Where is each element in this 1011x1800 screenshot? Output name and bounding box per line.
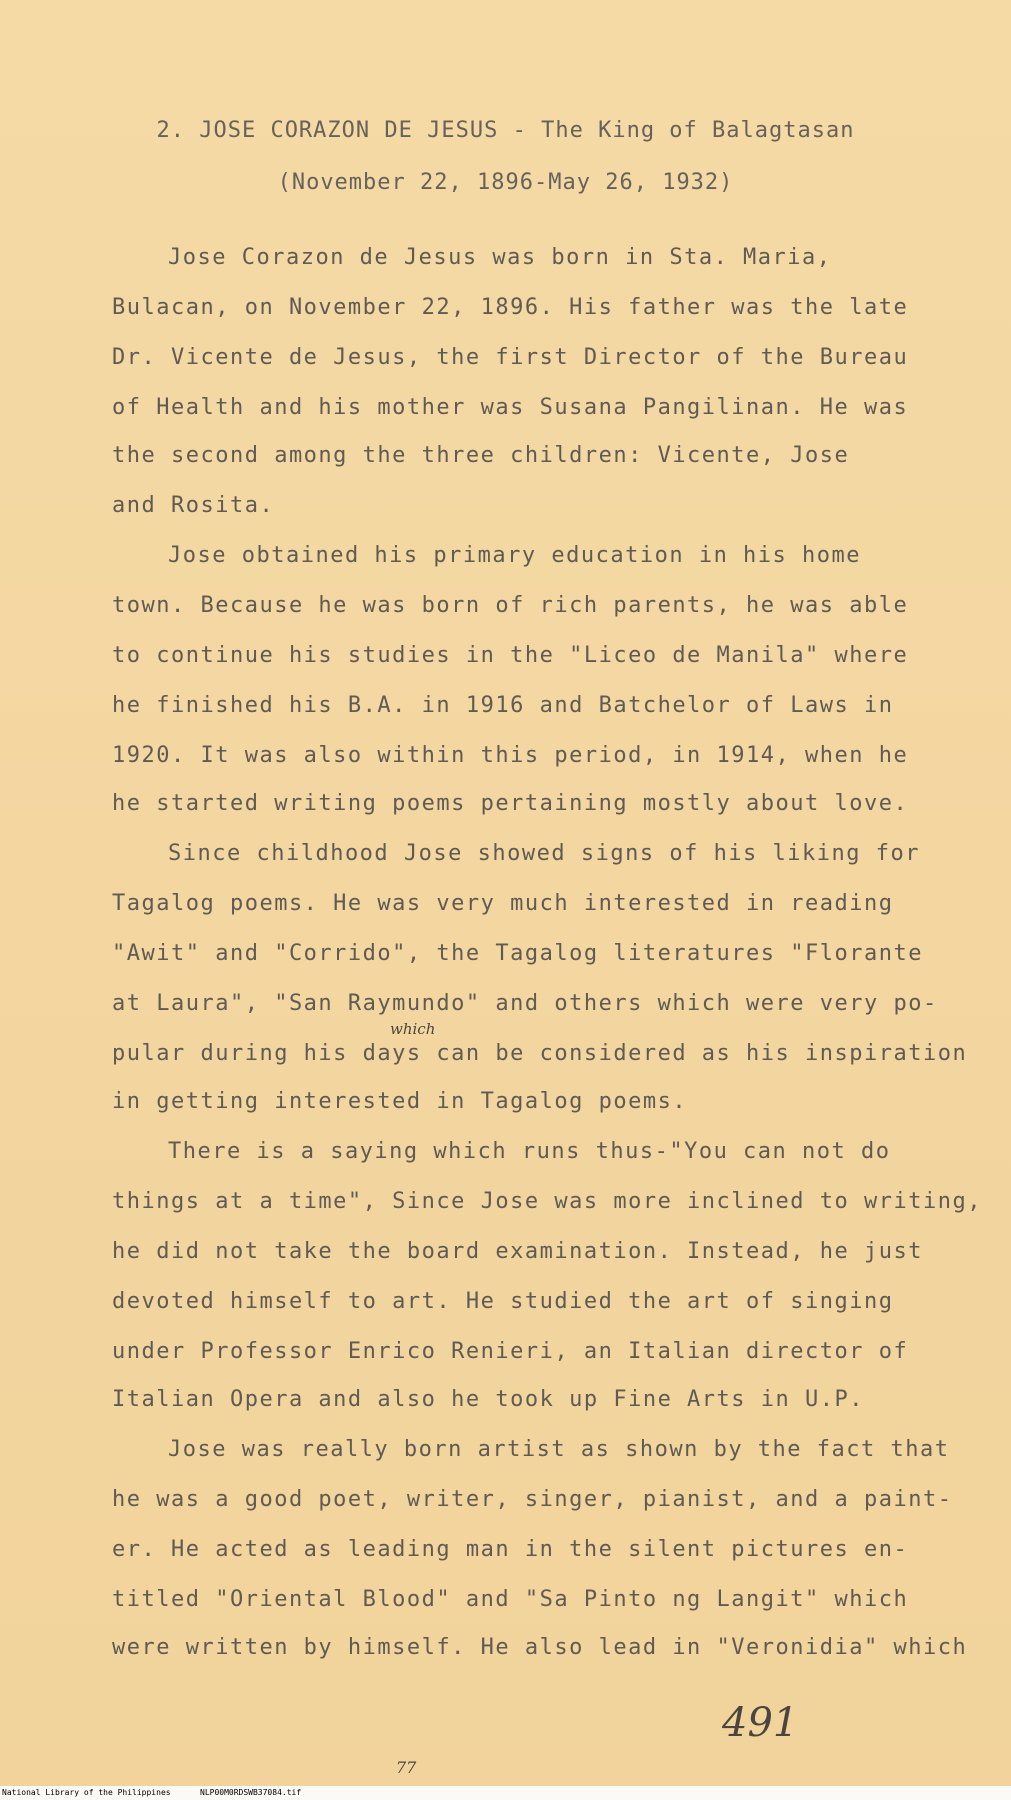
text-line: the second among the three children: Vicente, Jose xyxy=(112,443,850,468)
document-title: 2. JOSE CORAZON DE JESUS - The King of Balagtasan xyxy=(156,118,855,143)
text-line: "Awit" and "Corrido", the Tagalog literatures "Florante xyxy=(112,941,923,966)
text-line: he did not take the board examination. Instead, he just xyxy=(112,1239,923,1264)
text-line: were written by himself. He also lead in "Veronidia" which xyxy=(112,1635,968,1660)
text-line: he was a good poet, writer, singer, pianist, and a paint- xyxy=(112,1487,953,1512)
text-line: Dr. Vicente de Jesus, the first Director of the Bureau xyxy=(112,345,909,370)
document-dates: (November 22, 1896-May 26, 1932) xyxy=(277,170,734,195)
page-number: 77 xyxy=(396,1758,417,1777)
text-line: and Rosita. xyxy=(112,493,275,518)
text-line: Bulacan, on November 22, 1896. His father was the late xyxy=(112,295,909,320)
text-line: in getting interested in Tagalog poems. xyxy=(112,1089,688,1114)
text-line: he started writing poems pertaining mostly about love. xyxy=(112,791,909,816)
text-line: Tagalog poems. He was very much interested in reading xyxy=(112,891,894,916)
text-line: Jose was really born artist as shown by the fact that xyxy=(168,1437,950,1462)
scan-filename: NLP00M0RDSWB37084.tif xyxy=(200,1788,302,1797)
text-line: he finished his B.A. in 1916 and Batchelor of Laws in xyxy=(112,693,894,718)
text-line: titled "Oriental Blood" and "Sa Pinto ng Langit" which xyxy=(112,1587,909,1612)
text-line: Since childhood Jose showed signs of his liking for xyxy=(168,841,921,866)
text-line: to continue his studies in the "Liceo de Manila" where xyxy=(112,643,909,668)
text-line: Italian Opera and also he took up Fine Arts in U.P. xyxy=(112,1387,865,1412)
text-line: town. Because he was born of rich parents, he was able xyxy=(112,593,909,618)
text-line: under Professor Enrico Renieri, an Italian director of xyxy=(112,1339,909,1364)
text-line: at Laura", "San Raymundo" and others which were very po- xyxy=(112,991,938,1016)
handwritten-folio-number: 491 xyxy=(722,1700,799,1746)
text-line: of Health and his mother was Susana Pangilinan. He was xyxy=(112,395,909,420)
text-line: 1920. It was also within this period, in 1914, when he xyxy=(112,743,909,768)
text-line: er. He acted as leading man in the silent pictures en- xyxy=(112,1537,909,1562)
text-line: things at a time", Since Jose was more inclined to writing, xyxy=(112,1189,982,1214)
handwritten-insertion: which xyxy=(390,1020,436,1038)
scan-footer xyxy=(0,1786,1011,1800)
text-line: Jose obtained his primary education in his home xyxy=(168,543,862,568)
text-line: There is a saying which runs thus-"You can not do xyxy=(168,1139,891,1164)
text-line: devoted himself to art. He studied the art of singing xyxy=(112,1289,894,1314)
text-line: Jose Corazon de Jesus was born in Sta. Maria, xyxy=(168,245,832,270)
text-line: pular during his days can be considered as his inspiration xyxy=(112,1041,968,1066)
library-credit: National Library of the Philippines xyxy=(2,1788,171,1797)
